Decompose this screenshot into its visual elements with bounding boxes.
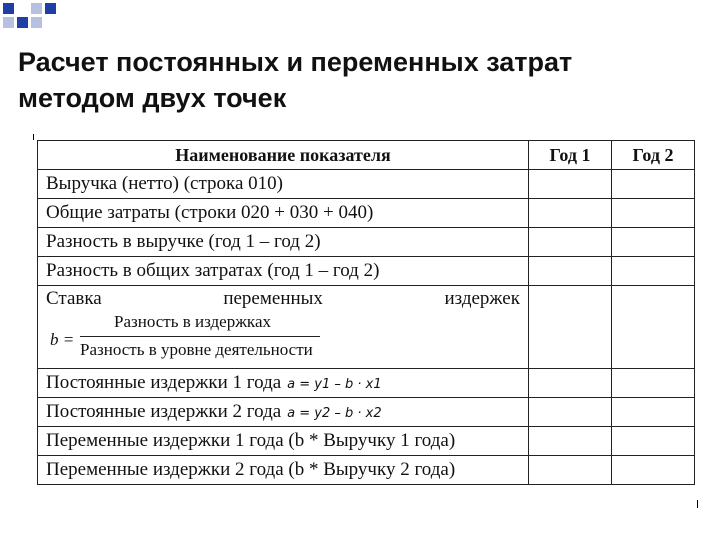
rate-cell xyxy=(38,286,529,369)
deco-square xyxy=(45,3,56,14)
fixed-costs-2-label: Постоянные издержки 2 года xyxy=(46,401,282,422)
title-line-1: Расчет постоянных и переменных затрат xyxy=(18,47,573,77)
cell-year-2 xyxy=(612,398,695,427)
cell-year-1 xyxy=(529,369,612,398)
cell-year-2 xyxy=(612,228,695,257)
cell-year-1 xyxy=(529,427,612,456)
cell-year-1 xyxy=(529,257,612,286)
rate-word-1: Ставка xyxy=(46,288,102,309)
header-indicator: Наименование показателя xyxy=(38,141,529,170)
formula-variable: b = xyxy=(50,330,75,349)
cell-year-2 xyxy=(612,257,695,286)
deco-square xyxy=(17,17,28,28)
header-year-1: Год 1 xyxy=(529,141,612,170)
table-row xyxy=(38,456,695,485)
cell-year-2 xyxy=(612,369,695,398)
cell-year-2 xyxy=(612,170,695,199)
title-line-2: методом двух точек xyxy=(18,83,287,113)
cell-year-2 xyxy=(612,427,695,456)
header-year-2: Год 2 xyxy=(612,141,695,170)
fixed-costs-1-formula: a = y1 – b · x1 xyxy=(287,377,382,392)
slide-title xyxy=(18,44,708,116)
deco-square xyxy=(3,17,14,28)
rate-formula xyxy=(46,312,520,368)
row-label xyxy=(38,369,529,398)
table-row xyxy=(38,199,695,228)
rate-word-2: переменных xyxy=(223,288,323,309)
rate-heading xyxy=(46,286,520,310)
fixed-costs-2-formula: a = y2 – b · x2 xyxy=(287,406,382,421)
cell-year-1 xyxy=(529,286,612,369)
table-row xyxy=(38,427,695,456)
row-label: Переменные издержки 2 года (b * Выручку 2 года) xyxy=(38,456,529,485)
row-label: Переменные издержки 1 года (b * Выручку 1 года) xyxy=(38,427,529,456)
table-row xyxy=(38,398,695,427)
table-row xyxy=(38,369,695,398)
cell-year-2 xyxy=(612,456,695,485)
cell-year-2 xyxy=(612,286,695,369)
deco-square xyxy=(3,3,14,14)
table-row xyxy=(38,228,695,257)
cell-year-2 xyxy=(612,199,695,228)
row-label xyxy=(38,398,529,427)
corner-mark-bottom-right xyxy=(697,500,698,508)
decorative-squares xyxy=(0,0,80,40)
row-label: Разность в выручке (год 1 – год 2) xyxy=(38,228,529,257)
cell-year-1 xyxy=(529,456,612,485)
indicator-table xyxy=(37,140,695,485)
row-label: Выручка (нетто) (строка 010) xyxy=(38,170,529,199)
row-label: Общие затраты (строки 020 + 030 + 040) xyxy=(38,199,529,228)
table-row xyxy=(38,170,695,199)
cell-year-1 xyxy=(529,398,612,427)
rate-word-3: издержек xyxy=(444,288,520,309)
cell-year-1 xyxy=(529,199,612,228)
fraction-bar xyxy=(80,336,320,337)
fixed-costs-1-label: Постоянные издержки 1 года xyxy=(46,372,282,393)
formula-numerator: Разность в издержках xyxy=(114,312,271,331)
cell-year-1 xyxy=(529,228,612,257)
deco-square xyxy=(31,3,42,14)
table-row xyxy=(38,257,695,286)
corner-mark-top-left xyxy=(33,134,34,140)
table-row-variable-rate xyxy=(38,286,695,369)
deco-square xyxy=(31,17,42,28)
table-header-row xyxy=(38,141,695,170)
formula-denominator: Разность в уровне деятельности xyxy=(80,340,313,359)
cell-year-1 xyxy=(529,170,612,199)
row-label: Разность в общих затратах (год 1 – год 2) xyxy=(38,257,529,286)
